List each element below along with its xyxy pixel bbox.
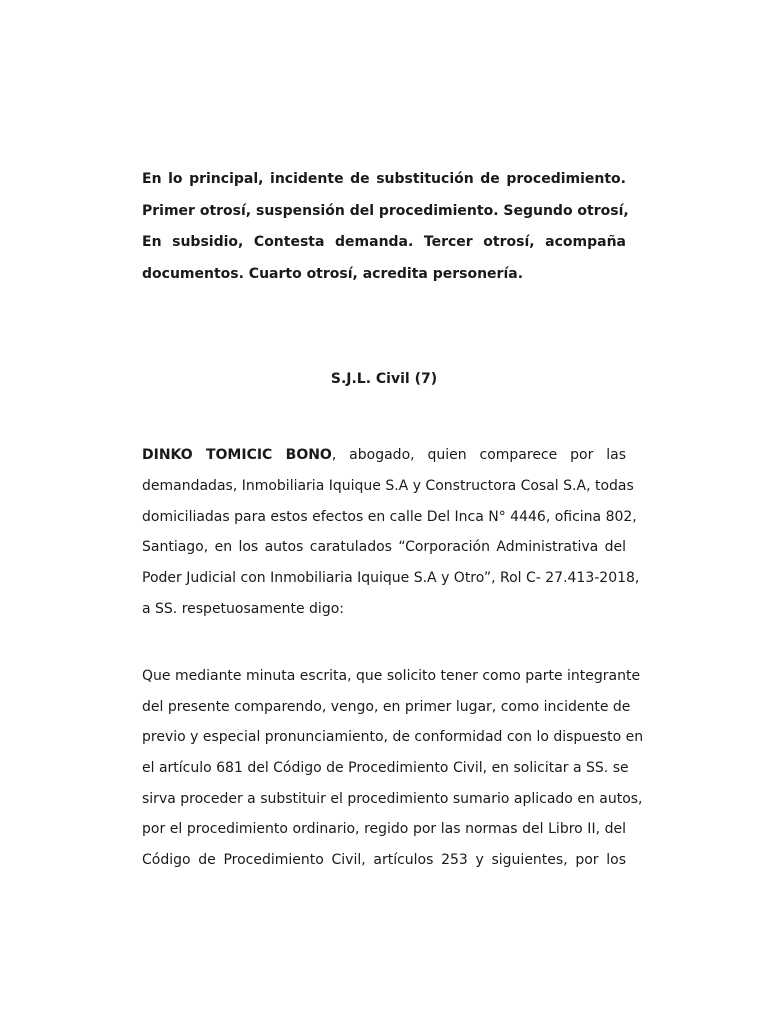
body-line: previo y especial pronunciamiento, de conformidad con lo dispuesto en [142, 729, 644, 746]
summary-line: En lo principal, incidente de substitución de procedimiento. [142, 171, 626, 187]
summary-line: En subsidio, Contesta demanda. Tercer otrosí, acompaña [142, 234, 626, 250]
body-line: Código de Procedimiento Civil, artículos 253 y siguientes, por los [142, 852, 626, 869]
intro-line-rest: , abogado, quien comparece por las [331, 447, 626, 463]
summary-line: Primer otrosí, suspensión del procedimiento. Segundo otrosí, [142, 202, 629, 219]
body-line: Que mediante minuta escrita, que solicito tener como parte integrante [142, 668, 641, 684]
document-summary [142, 169, 629, 295]
summary-line: documentos. Cuarto otrosí, acredita personería. [142, 265, 524, 282]
intro-line [142, 445, 626, 476]
court-title: S.J.L. Civil (7) [330, 371, 438, 387]
intro-line: demandadas, Inmobiliaria Iquique S.A y Constructora Cosal S.A, todas [142, 477, 634, 494]
body-line: por el procedimiento ordinario, regido por las normas del Libro II, del [142, 821, 626, 838]
intro-line: Poder Judicial con Inmobiliaria Iquique S.A y Otro”, Rol C- 27.413-2018, [142, 570, 640, 587]
body-line: el artículo 681 del Código de Procedimiento Civil, en solicitar a SS. se [142, 760, 629, 777]
intro-line: Santiago, en los autos caratulados “Corporación Administrativa del [142, 539, 626, 556]
intro-paragraph [142, 445, 640, 630]
body-line: sirva proceder a substituir el procedimiento sumario aplicado en autos, [142, 790, 643, 807]
intro-line: domiciliadas para estos efectos en calle Del Inca N° 4446, oficina 802, [142, 508, 637, 525]
attorney-name: DINKO TOMICIC BONO [142, 447, 332, 463]
intro-line: a SS. respetuosamente digo: [142, 600, 344, 617]
body-line: del presente comparendo, vengo, en primer lugar, como incidente de [142, 698, 631, 715]
body-paragraph [142, 666, 644, 881]
